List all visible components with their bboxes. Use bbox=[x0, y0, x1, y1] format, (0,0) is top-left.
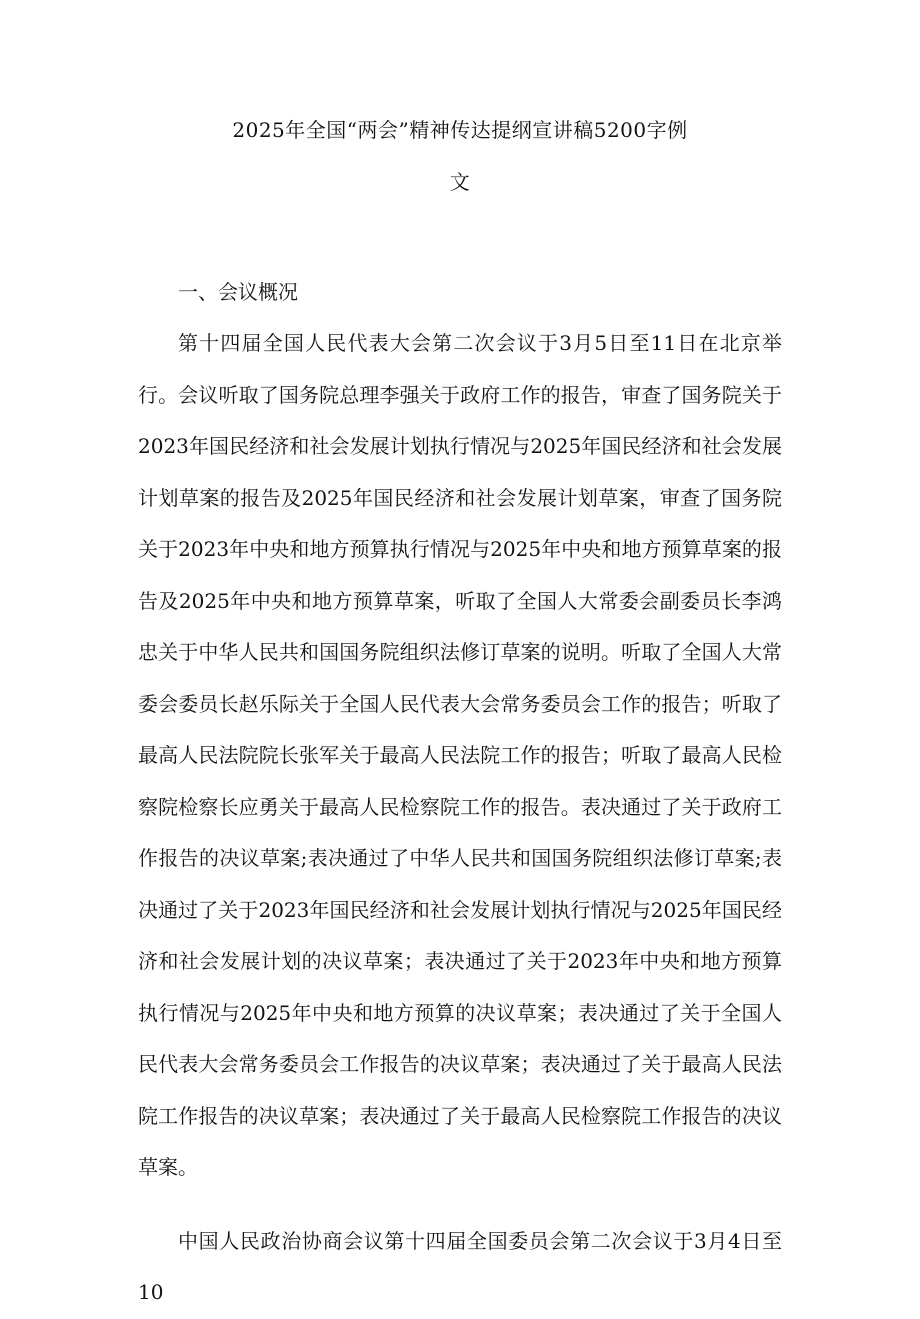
section-heading-meeting-overview: 一、会议概况 bbox=[178, 280, 298, 304]
document-title bbox=[138, 104, 782, 208]
paragraph-npc-session: 第十四届全国人民代表大会第二次会议于3月5日至11日在北京举行。会议听取了国务院总理李强关于政府工作的报告，审查了国务院关于2023年国民经济和社会发展计划执行情况与2025年国民经济和社会发展计划草案的报告及2025年国民经济和社会发展计划草案，审查了国务院关于2023年中央和地方预算执行情况与2025年中央和地方预算草案的报告及2025年中央和地方预算草案，听取了全国人大常委会副委员长李鸿忠关于中华人民共和国国务院组织法修订草案的说明。听取了全国人大常委会委员长赵乐际关于全国人民代表大会常务委员会工作的报告；听取了最高人民法院院长张军关于最高人民法院工作的报告；听取了最高人民检察院检察长应勇关于最高人民检察院工作的报告。表决通过了关于政府工作报告的决议草案;表决通过了中华人民共和国国务院组织法修订草案;表决通过了关于2023年国民经济和社会发展计划执行情况与2025年国民经济和社会发展计划的决议草案；表决通过了关于2023年中央和地方预算执行情况与2025年中央和地方预算的决议草案；表决通过了关于全国人民代表大会常务委员会工作报告的决议草案；表决通过了关于最高人民法院工作报告的决议草案；表决通过了关于最高人民检察院工作报告的决议草案。 bbox=[138, 331, 782, 1179]
title-line-2: 文 bbox=[449, 170, 471, 194]
paragraph-cppcc-session: 中国人民政治协商会议第十四届全国委员会第二次会议于3月4日至10 bbox=[138, 1228, 782, 1304]
title-line-1: 2025年全国“两会”精神传达提纲宣讲稿5200字例 bbox=[232, 118, 688, 142]
